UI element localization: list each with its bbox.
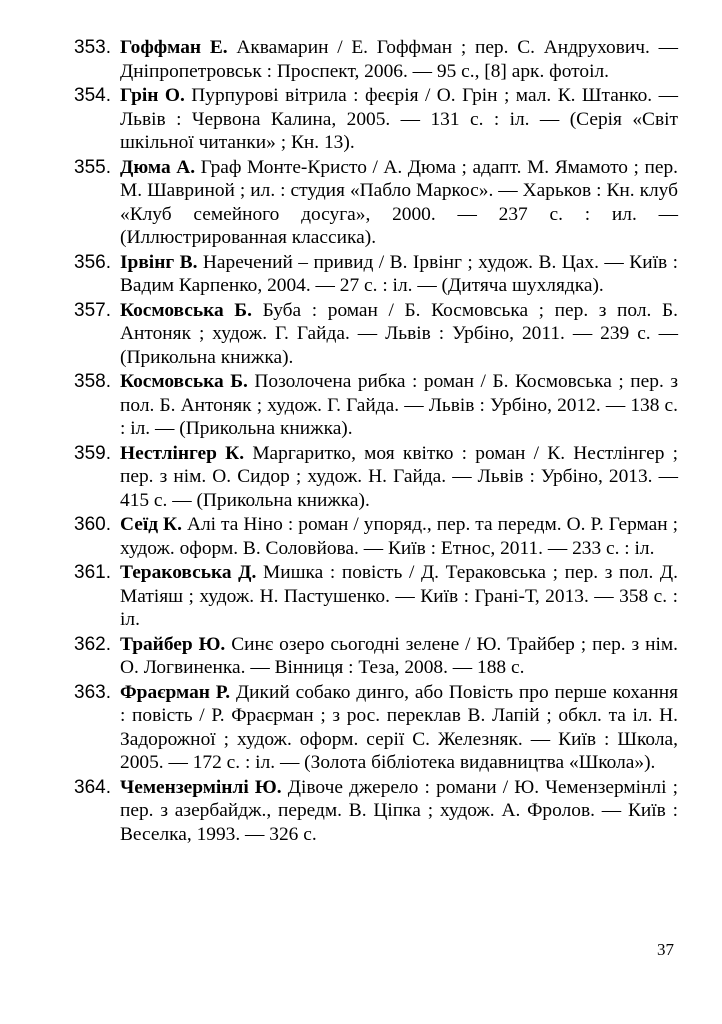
entry-author: Космовська Б. <box>120 299 263 321</box>
entry-author: Трайбер Ю. <box>120 633 232 655</box>
entry-text: Буба : роман / Б. Космовська ; пер. з пол. Б. Антоняк ; худож. Г. Гайда. — Львів : Урбіно, 2011. — 239 с. — (Прикольна книжка). <box>120 299 678 368</box>
bibliography-entry <box>74 513 678 560</box>
entry-text: Наречений – привид / В. Ірвінг ; худож. В. Цах. — Київ : Вадим Карпенко, 2004. — 27 с. : іл. — (Дитяча шухлядка). <box>120 251 678 296</box>
bibliography-entry <box>74 299 678 370</box>
entry-number: 356. <box>74 251 111 273</box>
entry-text: Пурпурові вітрила : феєрія / О. Грін ; мал. К. Штанко. — Львів : Червона Калина, 2005. — 131 с. : іл. — (Серія «Світ шкільної читанки» ; Кн. 13). <box>120 85 678 153</box>
entry-number: 364. <box>74 776 111 798</box>
entry-number: 354. <box>74 85 111 106</box>
bibliography-entry <box>74 681 678 775</box>
bibliography-entry <box>74 251 678 298</box>
bibliography-entry <box>74 633 678 680</box>
entry-number: 360. <box>74 514 111 535</box>
entry-author: Космовська Б. <box>120 371 255 392</box>
entry-author: Грін О. <box>120 85 192 106</box>
entry-text: Граф Монте-Кристо / А. Дюма ; адапт. М. Ямамото ; пер. М. Шавриной ; ил. : студия «Пабло Маркос». — Харьков : Кн. клуб «Клуб семейного досуга», 2000. — 237 с. : ил. — (Иллюстрированная классика). <box>120 156 678 248</box>
entry-author: Гоффман Е. <box>120 37 237 58</box>
entry-text: Алі та Ніно : роман / упоряд., пер. та передм. О. Р. Герман ; худож. оформ. В. Соловйова. — Київ : Етнос, 2011. — 233 с. : іл. <box>120 514 678 559</box>
entry-author: Дюма А. <box>120 156 201 178</box>
bibliography-entry <box>74 156 678 250</box>
entry-author: Тераковська Д. <box>120 562 263 583</box>
entry-number: 359. <box>74 442 111 464</box>
entry-author: Фраєрман Р. <box>120 681 236 703</box>
entry-text: Дикий собако динго, або Повість про перше кохання : повість / Р. Фраєрман ; з рос. переклав В. Лапій ; обкл. та іл. Н. Задорожної ; худож. оформ. серії С. Железняк. — Київ : Школа, 2005. — 172 с. : іл. — (Золота бібліотека видавництва «Школа»). <box>120 681 678 773</box>
page-number: 37 <box>657 940 674 959</box>
entry-number: 358. <box>74 371 111 392</box>
entry-author: Сеїд К. <box>120 514 187 535</box>
entry-number: 355. <box>74 156 111 178</box>
entry-number: 363. <box>74 681 111 703</box>
entry-author: Ірвінг В. <box>120 251 203 273</box>
bibliography-entry <box>74 561 678 632</box>
entry-text: Позолочена рибка : роман / Б. Космовська ; пер. з пол. Б. Антоняк ; худож. Г. Гайда. — Львів : Урбіно, 2012. — 138 с. : іл. — (Прикольна книжка). <box>120 371 678 439</box>
entry-number: 353. <box>74 37 111 58</box>
bibliography-entry <box>74 36 678 83</box>
bibliography-entry <box>74 370 678 441</box>
entry-text: Дівоче джерело : романи / Ю. Чемензермінлі ; пер. з азербайдж., передм. В. Ціпка ; худож. А. Фролов. — Київ : Веселка, 1993. — 326 с. <box>120 776 679 845</box>
entry-text: Маргаритко, моя квітко : роман / К. Нестлінгер ; пер. з нім. О. Сидор ; худож. Н. Гайда. — Львів : Урбіно, 2013. — 415 с. — (Прикольна книжка). <box>120 442 678 511</box>
entry-author: Нестлінгер К. <box>120 442 253 464</box>
entry-text: Синє озеро сьогодні зелене / Ю. Трайбер ; пер. з нім. О. Логвиненка. — Вінниця : Теза, 2008. — 188 с. <box>120 633 678 678</box>
entry-number: 361. <box>74 562 111 583</box>
entry-author: Чемензермінлі Ю. <box>120 776 288 798</box>
entry-number: 362. <box>74 633 111 655</box>
bibliography-entry <box>74 776 678 847</box>
bibliography-entry <box>74 84 678 155</box>
entry-text: Аквамарин / Е. Гоффман ; пер. С. Андрухович. — Дніпропетровськ : Проспект, 2006. — 95 с., [8] арк. фотоіл. <box>120 37 678 82</box>
bibliography-list <box>74 36 678 847</box>
entry-text: Мишка : повість / Д. Тераковська ; пер. з пол. Д. Матіяш ; худож. Н. Пастушенко. — Київ : Грані-Т, 2013. — 358 с. : іл. <box>120 562 678 630</box>
entry-number: 357. <box>74 299 111 321</box>
bibliography-entry <box>74 442 678 513</box>
